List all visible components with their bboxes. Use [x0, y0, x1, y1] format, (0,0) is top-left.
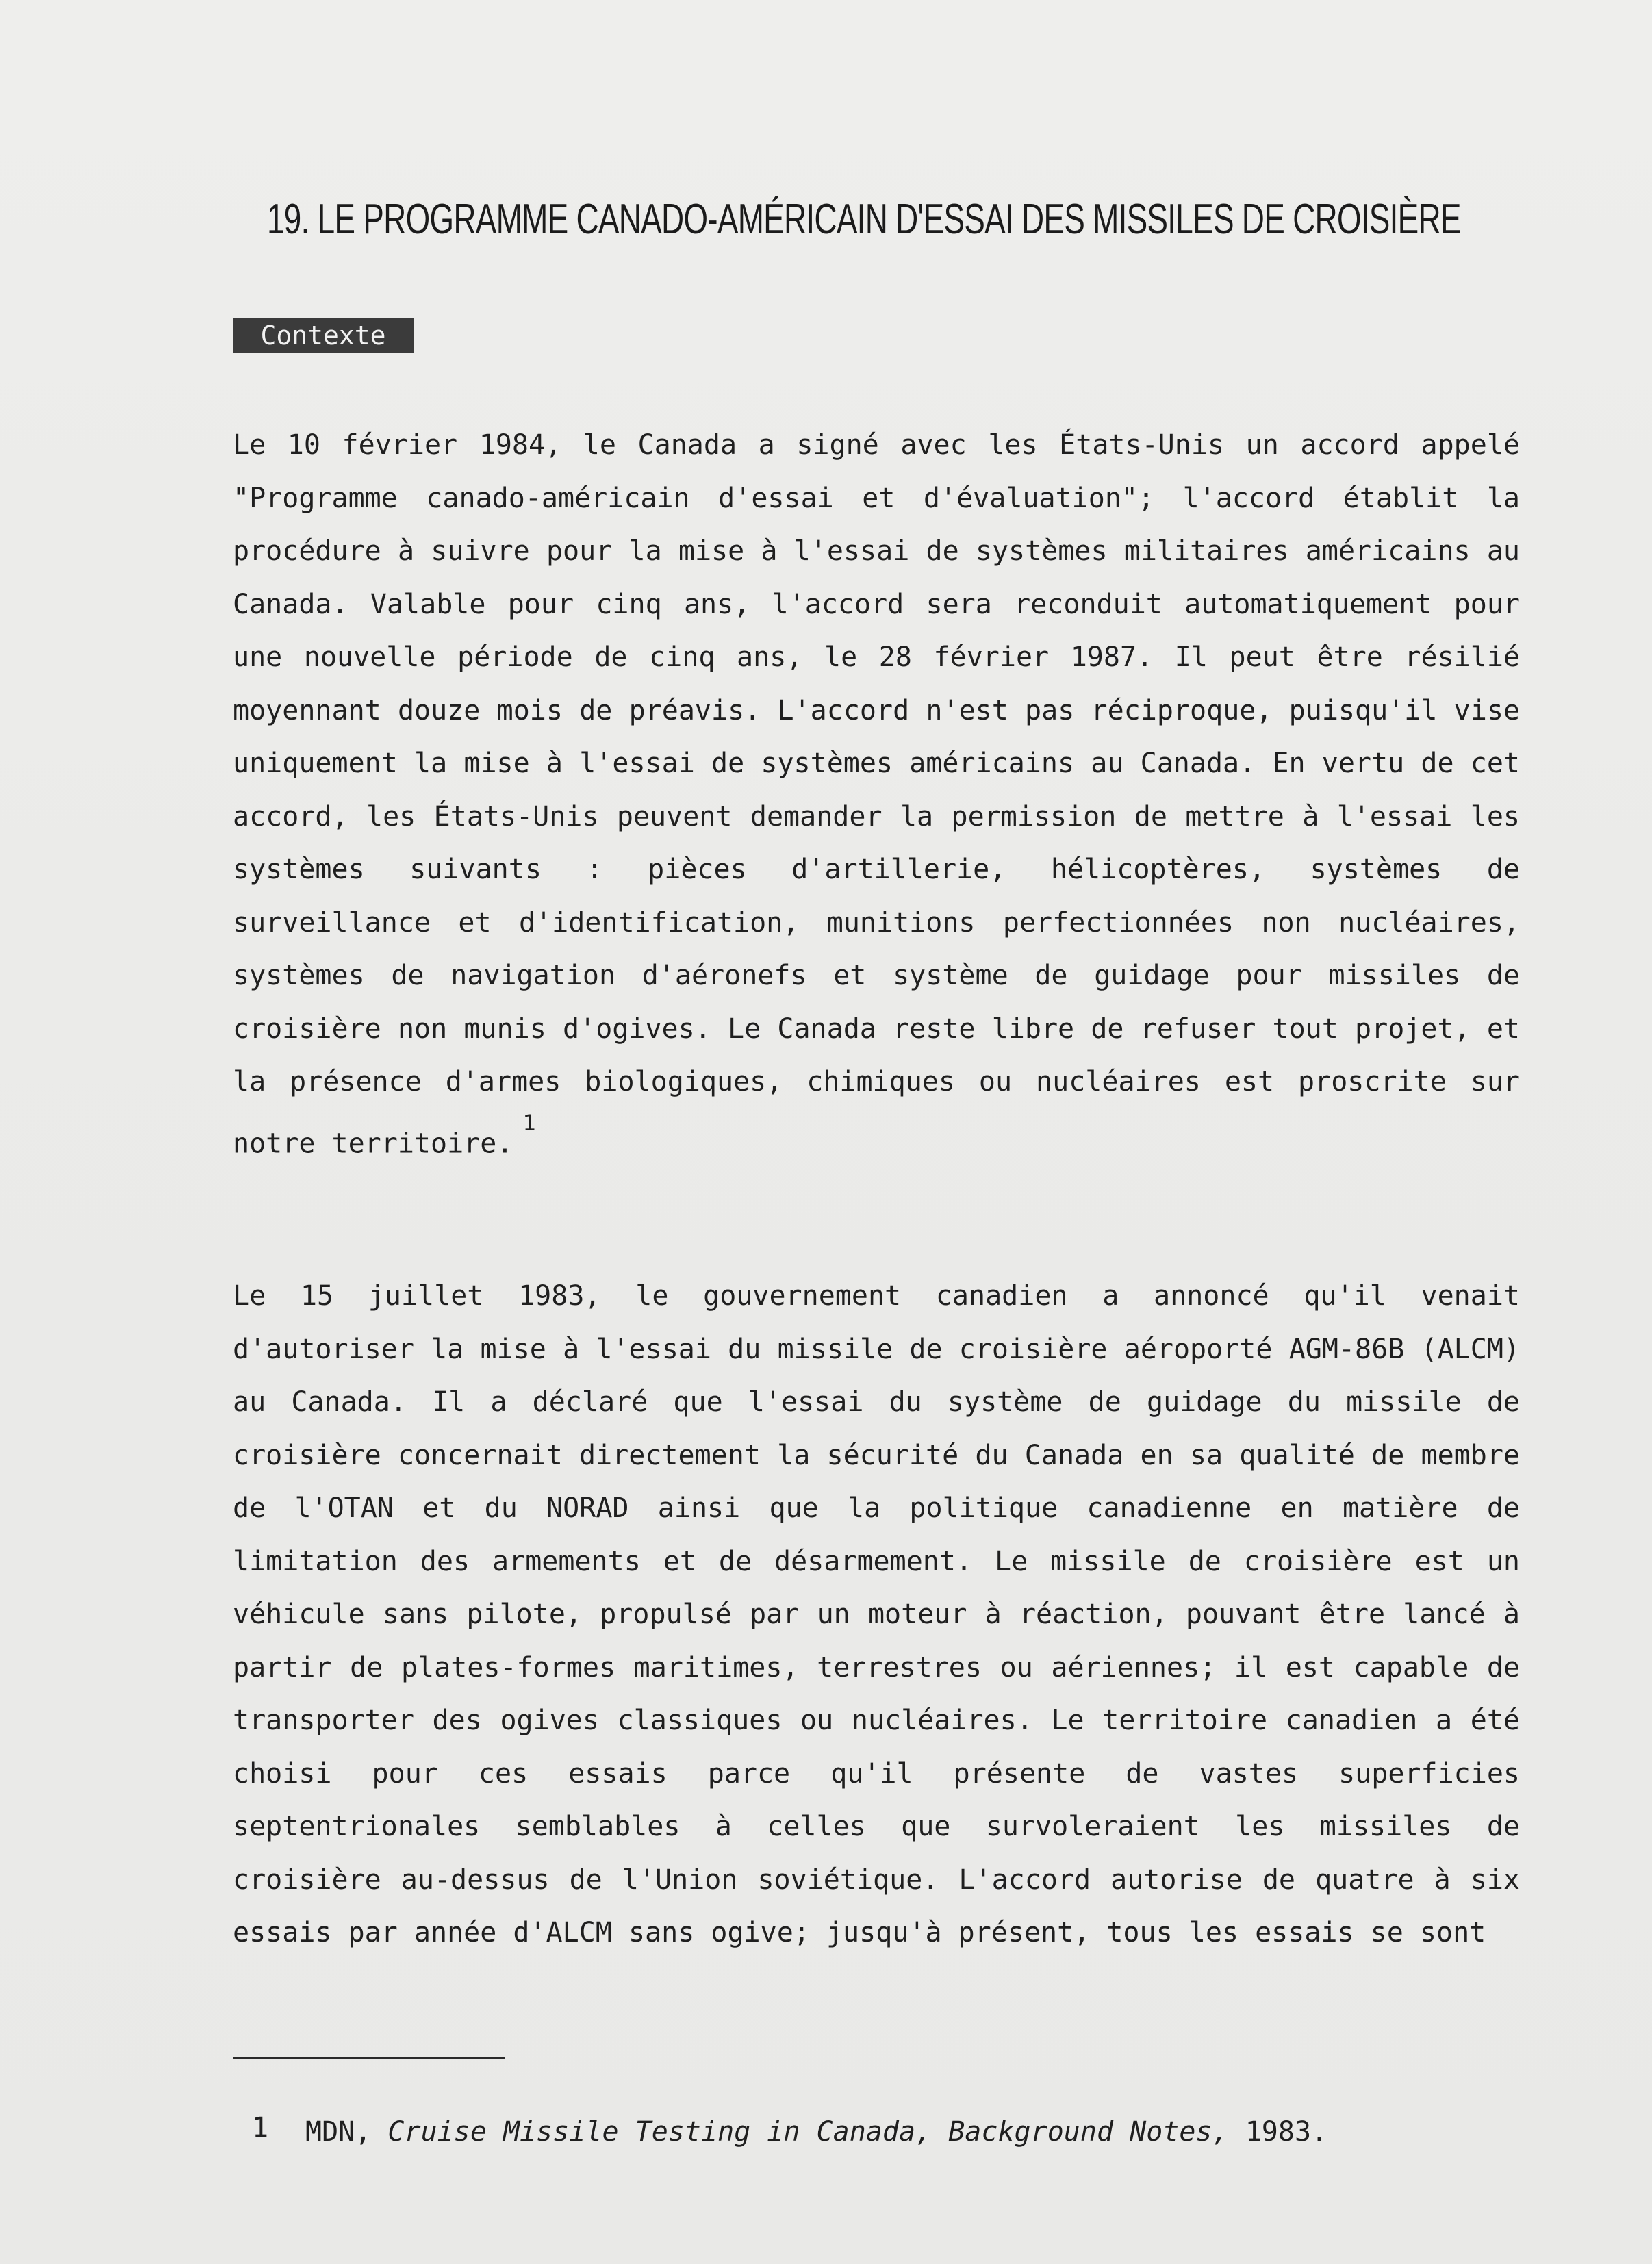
- footnote-source: MDN,: [305, 2116, 372, 2148]
- footnote-1: [252, 2104, 1512, 2159]
- footnote-reference-1: 1: [522, 1109, 536, 1136]
- paragraph-1-text: Le 10 février 1984, le Canada a signé avec les États-Unis un accord appelé "Programme canado-américain d'essai et d'évaluation"; l'accord établit la procédure à suivre pour la mise à l'essai de systèmes militaires américains au Canada. Valable pour cinq ans, l'accord sera reconduit automatiquement pour une nouvelle période de cinq ans, le 28 février 1987. Il peut être résilié moyennant douze mois de préavis. L'accord n'est pas réciproque, puisqu'il vise uniquement la mise à l'essai de systèmes américains au Canada. En vertu de cet accord, les États-Unis peuvent demander la permission de mettre à l'essai les systèmes suivants : pièces d'artillerie, hélicoptères, systèmes de surveillance et d'identification, munitions perfectionnées non nucléaires, systèmes de navigation d'aéronefs et système de guidage pour missiles de croisière non munis d'ogives. Le Canada reste libre de refuser tout projet, et la présence d'armes biologiques, chimiques ou nucléaires est proscrite sur notre territoire.: [233, 429, 1520, 1159]
- body-paragraph-1: [233, 419, 1520, 1170]
- footnote-number: 1: [252, 2112, 269, 2144]
- footnote-title: Cruise Missile Testing in Canada, Background Notes,: [387, 2116, 1229, 2148]
- section-heading-contexte: Contexte: [233, 318, 414, 353]
- footnote-divider: [233, 2057, 505, 2059]
- page-title: 19. LE PROGRAMME CANADO-AMÉRICAIN D'ESSAI DES MISSILES DE CROISIÈRE: [267, 196, 1461, 243]
- footnote-year: 1983.: [1245, 2116, 1328, 2148]
- body-paragraph-2: Le 15 juillet 1983, le gouvernement canadien a annoncé qu'il venait d'autoriser la mise à l'essai du missile de croisière aéroporté AGM-86B (ALCM) au Canada. Il a déclaré que l'essai du système de guidage du missile de croisière concernait directement la sécurité du Canada en sa qualité de membre de l'OTAN et du NORAD ainsi que la politique canadienne en matière de limitation des armements et de désarmement. Le missile de croisière est un véhicule sans pilote, propulsé par un moteur à réaction, pouvant être lancé à partir de plates-formes maritimes, terrestres ou aériennes; il est capable de transporter des ogives classiques ou nucléaires. Le territoire canadien a été choisi pour ces essais parce qu'il présente de vastes superficies septentrionales semblables à celles que survoleraient les missiles de croisière au-dessus de l'Union soviétique. L'accord autorise de quatre à six essais par année d'ALCM sans ogive; jusqu'à présent, tous les essais se sont: [233, 1280, 1520, 1948]
